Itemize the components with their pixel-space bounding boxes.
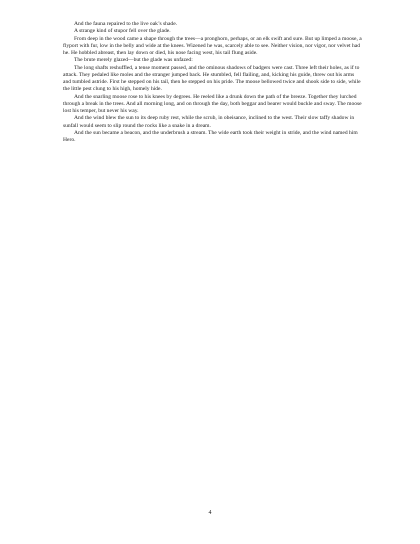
page-number: 4 (208, 510, 212, 516)
paragraph: The long shafts reshuffled, a tense moment passed, and the ominous shadows of badgers were cast. Three left their holes, as if to attack. They pedaled like moles and the stranger jumped back. He stumbled, fell flailing, and, kicking his guide, threw out his arms and tumbled astride. First he stepped on his tail, then he stepped on his pride. The moose bellowed twice and shook side to side, while the little pest clung to his high, homely hide. (63, 64, 361, 93)
paragraph: And the wind blew the sun to its deep ruby rest, while the scrub, in obeisance, inclined to the west. Their slow taffy shadow in sunfall would seem to slip round the rocks like a snake in a dream. (63, 115, 355, 129)
paragraph: And the snarling moose rose to his knees by degrees. He reeled like a drunk down the path of the breeze. Together they lurched through a break in the trees. And all morning long, and on through the day, both beggar and bearer would buckle and sway. The moose lost his temper, but never his way. (63, 93, 362, 114)
paragraph: A strange kind of stupor fell over the glade. (74, 28, 171, 35)
paragraph: From deep in the wood came a shape through the trees—a pronghorn, perhaps, or an elk swift and sure. But up limped a moose, a flyport with fur, low in the belly and wide at the knees. Wizened he was, scarcely able to see. Neither vision, nor vigor, nor velvet had he. He hobbled abreast, then lay down or died, his nose facing west, his tail flung aside. (63, 35, 362, 56)
paragraph: And the fauna repaired to the live oak’s shade. (74, 21, 178, 27)
paragraph: The brute merely glazed—but the glade was unfazed: (74, 57, 193, 64)
body-text (63, 21, 362, 144)
paragraph: And the sun became a beacon, and the underbrush a stream. The wide earth took their weight in stride, and the wind named him Hero. (63, 129, 358, 143)
